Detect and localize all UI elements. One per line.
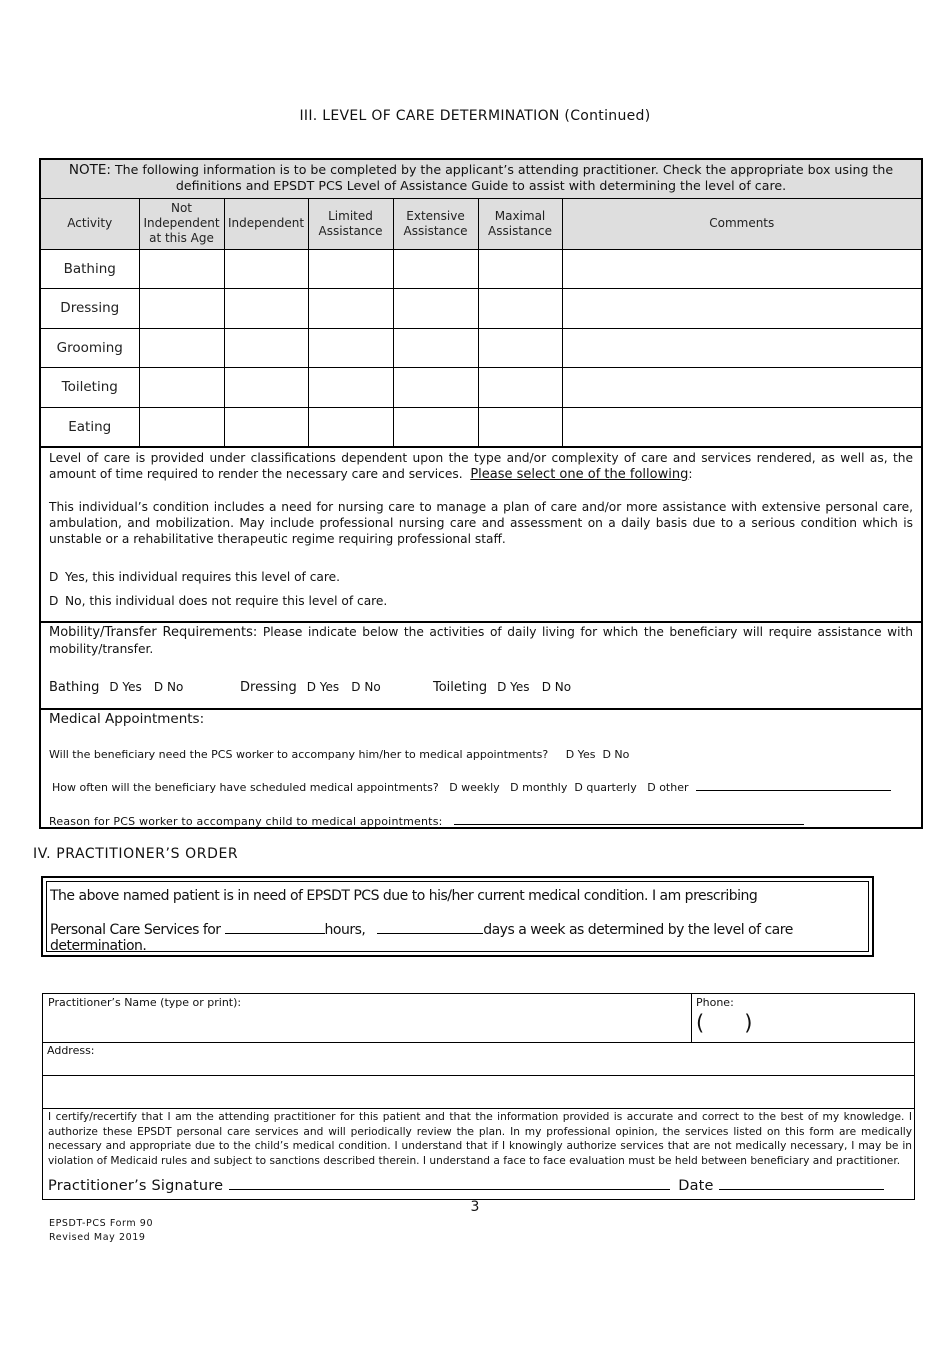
toileting-no[interactable]: D No bbox=[541, 680, 572, 694]
order-inner bbox=[46, 881, 869, 952]
check-cell[interactable] bbox=[308, 368, 393, 408]
freq-quarterly[interactable]: D quarterly bbox=[574, 781, 637, 794]
check-cell[interactable] bbox=[139, 249, 224, 289]
revision-date: Revised May 2019 bbox=[49, 1232, 146, 1243]
reason-question: Reason for PCS worker to accompany child to medical appointments: bbox=[49, 815, 804, 828]
activity-label: Eating bbox=[41, 407, 139, 447]
check-cell[interactable] bbox=[308, 249, 393, 289]
medical-appointments-section bbox=[41, 708, 921, 828]
level-of-care-section bbox=[41, 447, 921, 621]
check-cell[interactable] bbox=[393, 368, 478, 408]
check-cell[interactable] bbox=[478, 328, 562, 368]
comments-cell[interactable] bbox=[562, 407, 921, 447]
table-row bbox=[41, 407, 921, 447]
activity-label: Toileting bbox=[41, 368, 139, 408]
check-cell[interactable] bbox=[478, 368, 562, 408]
bathing-yes[interactable]: D Yes bbox=[109, 680, 142, 694]
phone-label: Phone: bbox=[696, 996, 734, 1009]
comments-cell[interactable] bbox=[562, 368, 921, 408]
activity-label: Bathing bbox=[41, 249, 139, 289]
check-cell[interactable] bbox=[224, 249, 308, 289]
name-phone-row bbox=[43, 994, 914, 1043]
adl-header-row bbox=[41, 199, 921, 249]
page-number: 3 bbox=[470, 1199, 480, 1215]
address-row[interactable] bbox=[43, 1043, 914, 1076]
option-yes-requires[interactable]: D Yes, this individual requires this level of care. bbox=[49, 570, 340, 584]
toileting-yes[interactable]: D Yes bbox=[497, 680, 530, 694]
accompany-question: Will the beneficiary need the PCS worker to accompany him/her to medical appointments? D Yes D No bbox=[49, 748, 630, 761]
freq-weekly[interactable]: D weekly bbox=[449, 781, 500, 794]
comments-cell[interactable] bbox=[562, 328, 921, 368]
mobility-section bbox=[41, 621, 921, 708]
activity-label: Dressing bbox=[41, 289, 139, 329]
checkbox-yes[interactable]: D bbox=[49, 570, 59, 584]
practitioner-order-box bbox=[41, 876, 874, 957]
check-cell[interactable] bbox=[308, 289, 393, 329]
check-cell[interactable] bbox=[393, 289, 478, 329]
option-no-not-require[interactable]: D No, this individual does not require this level of care. bbox=[49, 594, 388, 608]
medical-title: Medical Appointments: bbox=[49, 711, 205, 727]
date-field[interactable] bbox=[719, 1189, 884, 1190]
check-cell[interactable] bbox=[139, 328, 224, 368]
comments-cell[interactable] bbox=[562, 249, 921, 289]
header-limited: Limited Assistance bbox=[308, 199, 393, 249]
signature-line: Practitioner’s Signature Date bbox=[48, 1178, 884, 1194]
mobility-options bbox=[49, 679, 913, 696]
level-of-care-intro: Level of care is provided under classifications dependent upon the type and/or complexity of care and services rendered, as well as, the amount of time required to render the necessary care and services. Please select one of the following: bbox=[49, 451, 913, 482]
check-cell[interactable] bbox=[393, 249, 478, 289]
address-row-2[interactable] bbox=[43, 1076, 914, 1109]
note-label: NOTE: bbox=[68, 162, 111, 178]
level-of-care-frame bbox=[39, 158, 923, 829]
check-cell[interactable] bbox=[478, 407, 562, 447]
signature-field[interactable] bbox=[229, 1189, 670, 1190]
checkbox-no[interactable]: D bbox=[49, 594, 59, 608]
table-row bbox=[41, 249, 921, 289]
header-comments: Comments bbox=[562, 199, 921, 249]
mobility-bathing: Bathing D Yes D No bbox=[49, 680, 184, 695]
freq-other-field[interactable] bbox=[696, 790, 891, 791]
freq-other[interactable]: D other bbox=[647, 781, 689, 794]
bathing-no[interactable]: D No bbox=[153, 680, 184, 694]
order-line-1: The above named patient is in need of EPSDT PCS due to his/her current medical condition. I am prescribing bbox=[50, 888, 758, 904]
accompany-yes[interactable]: D Yes bbox=[565, 748, 596, 761]
note-banner bbox=[41, 160, 921, 199]
level-of-care-description: This individual’s condition includes a need for nursing care to manage a plan of care and/or more assistance with extensive personal care, ambulation, and mobilization. May include professional nursing care and assessment on a daily basis due to a serious condition which is unstable or a rehabilitative therapeutic regime requiring professional staff. bbox=[49, 500, 913, 546]
check-cell[interactable] bbox=[224, 328, 308, 368]
form-id: EPSDT-PCS Form 90 bbox=[49, 1218, 154, 1229]
header-not-independent: Not Independent at this Age bbox=[139, 199, 224, 249]
check-cell[interactable] bbox=[308, 407, 393, 447]
dressing-yes[interactable]: D Yes bbox=[306, 680, 340, 694]
phone-parens: () bbox=[696, 1011, 793, 1035]
adl-table bbox=[41, 199, 921, 447]
select-prompt: Please select one of the following bbox=[470, 467, 689, 482]
table-row bbox=[41, 289, 921, 329]
mobility-dressing: Dressing D Yes D No bbox=[240, 680, 381, 695]
header-maximal: Maximal Assistance bbox=[478, 199, 562, 249]
address-label: Address: bbox=[47, 1044, 95, 1057]
hours-field[interactable] bbox=[225, 933, 325, 934]
check-cell[interactable] bbox=[139, 289, 224, 329]
table-row bbox=[41, 328, 921, 368]
dressing-no[interactable]: D No bbox=[351, 680, 381, 694]
days-field[interactable] bbox=[377, 933, 483, 934]
check-cell[interactable] bbox=[139, 368, 224, 408]
certification-text: I certify/recertify that I am the attending practitioner for this patient and that the information provided is accurate and correct to the best of my knowledge. I authorize these EPSDT personal care services and will periodically review the plan. In my professional opinion, the services listed on this form are medically necessary and appropriate due to the child’s medical condition. I understand that if I knowingly authorize services that are not medically necessary, I may be in violation of Medicaid rules and subject to sanctions described therein. I understand a face to face evaluation must be held between beneficiary and practitioner. bbox=[48, 1111, 912, 1167]
section-3-title: III. LEVEL OF CARE DETERMINATION (Continued) bbox=[299, 108, 651, 124]
check-cell[interactable] bbox=[308, 328, 393, 368]
check-cell[interactable] bbox=[478, 289, 562, 329]
check-cell[interactable] bbox=[224, 407, 308, 447]
date-label: Date bbox=[678, 1178, 714, 1194]
order-line-2: Personal Care Services for hours, days a week as determined by the level of care determination. bbox=[50, 922, 793, 954]
section-4-title: IV. PRACTITIONER’S ORDER bbox=[33, 846, 239, 862]
check-cell[interactable] bbox=[224, 289, 308, 329]
practitioner-info-box bbox=[42, 993, 915, 1200]
phone-field[interactable] bbox=[691, 994, 915, 1042]
practitioner-name-label: Practitioner’s Name (type or print): bbox=[48, 996, 242, 1009]
header-activity: Activity bbox=[41, 199, 139, 249]
check-cell[interactable] bbox=[224, 368, 308, 408]
mobility-heading: Mobility/Transfer Requirements: Please indicate below the activities of daily living for which the beneficiary will require assistance with mobility/transfer. bbox=[49, 625, 913, 656]
accompany-no[interactable]: D No bbox=[602, 748, 630, 761]
header-extensive: Extensive Assistance bbox=[393, 199, 478, 249]
comments-cell[interactable] bbox=[562, 289, 921, 329]
check-cell[interactable] bbox=[478, 249, 562, 289]
check-cell[interactable] bbox=[139, 407, 224, 447]
freq-monthly[interactable]: D monthly bbox=[510, 781, 568, 794]
activity-label: Grooming bbox=[41, 328, 139, 368]
frequency-question: How often will the beneficiary have scheduled medical appointments? D weekly D monthly D quarterly D other bbox=[52, 781, 891, 794]
note-text: The following information is to be completed by the applicant’s attending practitioner. Check the appropriate box using the definitions and EPSDT PCS Level of Assistance Guide to assist with determining the level of care. bbox=[114, 162, 894, 193]
check-cell[interactable] bbox=[393, 407, 478, 447]
footer bbox=[49, 1217, 153, 1245]
check-cell[interactable] bbox=[393, 328, 478, 368]
header-independent: Independent bbox=[224, 199, 308, 249]
reason-field[interactable] bbox=[454, 824, 804, 825]
table-row bbox=[41, 368, 921, 408]
mobility-toileting: Toileting D Yes D No bbox=[433, 680, 572, 695]
